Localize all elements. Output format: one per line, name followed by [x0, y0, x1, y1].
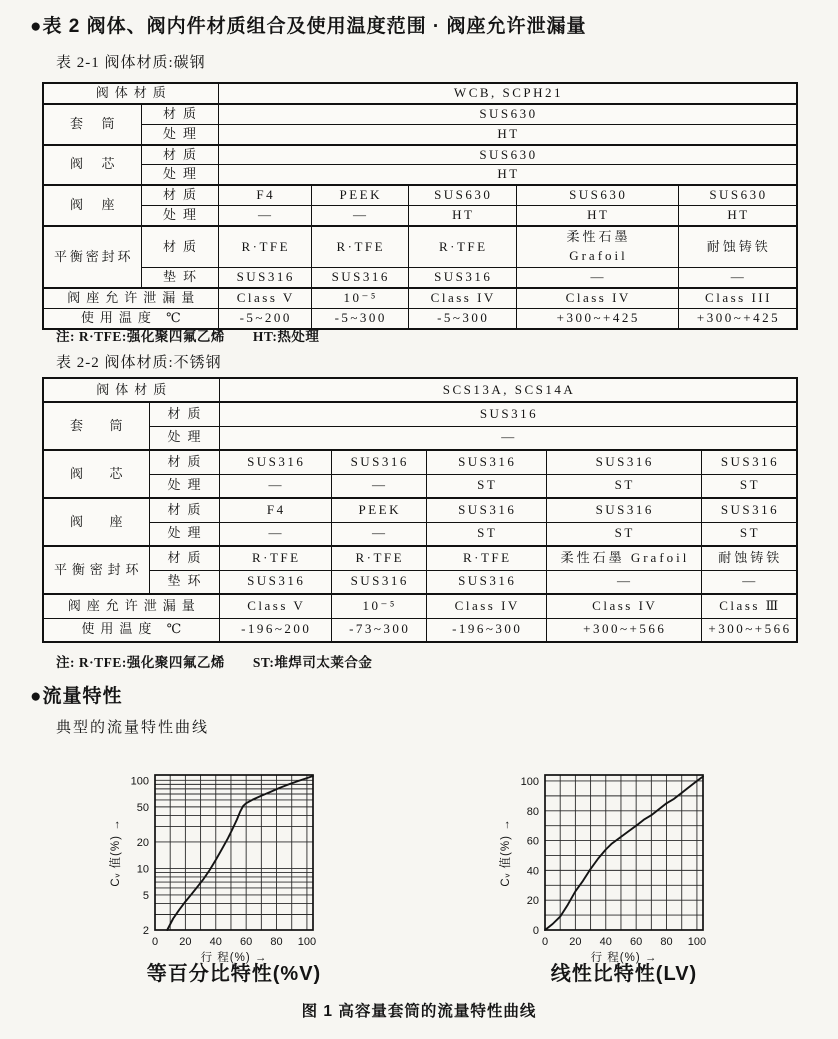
plot-border [155, 775, 313, 930]
table-cell: SUS316 [426, 570, 546, 594]
x-axis-label: 行 程(%) → [590, 952, 658, 964]
table-cell: 材质 [149, 546, 219, 570]
table-cell: — [311, 206, 408, 226]
table-cell: SUS630 [408, 185, 516, 205]
table-cell: 平衡密封环 [43, 226, 141, 288]
y-tick-label: 100 [520, 775, 539, 788]
equal-percentage-flow-chart [105, 765, 340, 965]
table-cell: 阀座 [43, 498, 149, 546]
x-tick-label: 100 [297, 936, 317, 948]
table-cell: 材质 [141, 226, 218, 268]
table-cell: SUS316 [219, 570, 331, 594]
linear-flow-chart [495, 765, 730, 965]
table-cell: Class IV [426, 594, 546, 618]
table-cell: 阀座允许泄漏量 [43, 288, 218, 308]
table-cell: 10⁻⁵ [311, 288, 408, 308]
page-title: ●表 2 阀体、阀内件材质组合及使用温度范围 · 阀座允许泄漏量 [30, 16, 587, 37]
table-cell: Class IV [516, 288, 678, 308]
table-cell: -5~200 [218, 309, 311, 329]
table-cell: R·TFE [219, 546, 331, 570]
table-cell: 柔性石墨 Grafoil [546, 546, 701, 570]
table-cell: +300~+425 [516, 309, 678, 329]
table-2-1-note: 注: R·TFE:强化聚四氟乙烯 HT:热处理 [56, 329, 320, 344]
table-cell: R·TFE [218, 226, 311, 268]
table-cell: 材质 [141, 145, 218, 165]
table-cell: HT [516, 206, 678, 226]
table-cell: 柔性石墨 Grafoil [516, 226, 678, 268]
equal-percentage-chart-caption: 等百分比特性(%V) [146, 963, 322, 985]
table-cell: — [516, 268, 678, 288]
table-cell: Class V [218, 288, 311, 308]
x-tick-label: 80 [270, 936, 283, 948]
table-cell: HT [218, 165, 797, 185]
table-cell: Class Ⅲ [701, 594, 797, 618]
table-cell: 材质 [149, 450, 219, 474]
table-cell: Class III [678, 288, 797, 308]
table-cell: HT [218, 124, 797, 144]
table-cell: 材质 [141, 185, 218, 205]
x-tick-label: 0 [541, 936, 549, 948]
x-axis-label: 行 程(%) → [200, 952, 268, 964]
y-tick-label: 5 [142, 889, 149, 902]
y-tick-label: 10 [136, 863, 149, 876]
table-cell: WCB, SCPH21 [218, 83, 797, 104]
y-tick-label: 20 [136, 836, 149, 849]
table-cell: 阀座允许泄漏量 [43, 594, 219, 618]
table-cell: R·TFE [311, 226, 408, 268]
table-2-2-caption: 表 2-2 阀体材质:不锈钢 [56, 355, 222, 371]
table-cell: 阀体材质 [43, 83, 218, 104]
table-cell: -5~300 [408, 309, 516, 329]
table-cell: PEEK [331, 498, 426, 522]
table-cell: R·TFE [426, 546, 546, 570]
table-cell: SUS316 [219, 402, 797, 426]
y-tick-label: 100 [130, 775, 149, 788]
curve-line [167, 776, 313, 930]
table-cell: SUS316 [331, 570, 426, 594]
x-tick-label: 20 [179, 936, 192, 948]
x-tick-label: 40 [599, 936, 612, 948]
table-cell: -5~300 [311, 309, 408, 329]
flow-subtitle: 典型的流量特性曲线 [56, 720, 210, 736]
table-cell: 材质 [141, 104, 218, 124]
figure-caption: 图 1 高容量套筒的流量特性曲线 [301, 1003, 537, 1020]
table-cell: 处理 [141, 206, 218, 226]
x-tick-label: 80 [660, 936, 673, 948]
table-cell: HT [678, 206, 797, 226]
plot-border [545, 775, 703, 930]
x-tick-label: 60 [240, 936, 253, 948]
table-cell: R·TFE [331, 546, 426, 570]
table-cell: SUS316 [331, 450, 426, 474]
material-table-stainless-steel [42, 377, 798, 643]
table-cell: 处理 [149, 522, 219, 546]
curve-line [545, 777, 703, 931]
table-cell: — [331, 522, 426, 546]
table-cell: 套筒 [43, 402, 149, 450]
table-cell: SUS316 [219, 450, 331, 474]
table-cell: F4 [219, 498, 331, 522]
table-cell: SUS630 [516, 185, 678, 205]
table-cell: SUS316 [408, 268, 516, 288]
table-cell: 垫环 [141, 268, 218, 288]
y-tick-label: 40 [526, 865, 539, 878]
y-tick-label: 20 [526, 895, 539, 908]
table-cell: HT [408, 206, 516, 226]
y-tick-label: 2 [142, 925, 149, 937]
table-cell: 阀座 [43, 185, 141, 226]
table-2-1-caption: 表 2-1 阀体材质:碳钢 [56, 55, 206, 71]
table-cell: -196~300 [426, 618, 546, 642]
table-cell: SCS13A, SCS14A [219, 378, 797, 402]
table-cell: Class V [219, 594, 331, 618]
table-cell: 阀芯 [43, 450, 149, 498]
table-cell: — [219, 522, 331, 546]
material-table-carbon-steel [42, 82, 798, 330]
table-cell: ST [546, 474, 701, 498]
table-cell: 处理 [149, 474, 219, 498]
table-cell: 耐蚀铸铁 [701, 546, 797, 570]
table-cell: — [218, 206, 311, 226]
table-cell: SUS316 [426, 450, 546, 474]
table-cell: 垫环 [149, 570, 219, 594]
table-cell: 10⁻⁵ [331, 594, 426, 618]
table-cell: F4 [218, 185, 311, 205]
x-tick-label: 100 [687, 936, 707, 948]
table-cell: 耐蚀铸铁 [678, 226, 797, 268]
y-tick-label: 0 [532, 925, 539, 937]
y-axis-label: Cᵥ 值(%) → [500, 818, 512, 887]
table-cell: SUS630 [678, 185, 797, 205]
table-cell: — [219, 474, 331, 498]
table-cell: SUS630 [218, 145, 797, 165]
table-cell: -73~300 [331, 618, 426, 642]
table-cell: 阀体材质 [43, 378, 219, 402]
table-cell: 处理 [141, 124, 218, 144]
table-cell: — [331, 474, 426, 498]
table-cell: ST [426, 474, 546, 498]
table-cell: 使用温度 ℃ [43, 309, 218, 329]
table-cell: 阀芯 [43, 145, 141, 186]
table-cell: ST [426, 522, 546, 546]
table-cell: SUS630 [218, 104, 797, 124]
table-cell: Class IV [546, 594, 701, 618]
table-cell: +300~+566 [701, 618, 797, 642]
x-tick-label: 40 [209, 936, 222, 948]
y-tick-label: 80 [526, 805, 539, 818]
table-cell: — [219, 426, 797, 450]
table-cell: SUS316 [546, 498, 701, 522]
table-cell: ST [701, 474, 797, 498]
table-cell: 平衡密封环 [43, 546, 149, 594]
y-axis-label: Cᵥ 值(%) → [110, 818, 122, 887]
table-cell: 处理 [141, 165, 218, 185]
linear-chart-caption: 线性比特性(LV) [550, 963, 698, 985]
table-cell: +300~+425 [678, 309, 797, 329]
x-tick-label: 60 [630, 936, 643, 948]
table-cell: SUS316 [426, 498, 546, 522]
table-cell: -196~200 [219, 618, 331, 642]
table-cell: — [701, 570, 797, 594]
table-cell: SUS316 [311, 268, 408, 288]
y-tick-label: 50 [136, 801, 149, 814]
table-cell: 处理 [149, 426, 219, 450]
table-cell: 材质 [149, 402, 219, 426]
flow-section-title: ●流量特性 [30, 686, 123, 707]
table-cell: 材质 [149, 498, 219, 522]
y-tick-label: 60 [526, 835, 539, 848]
table-cell: +300~+566 [546, 618, 701, 642]
table-cell: R·TFE [408, 226, 516, 268]
table-cell: PEEK [311, 185, 408, 205]
table-cell: — [546, 570, 701, 594]
table-cell: SUS316 [546, 450, 701, 474]
table-cell: ST [546, 522, 701, 546]
table-cell: SUS316 [701, 450, 797, 474]
table-cell: ST [701, 522, 797, 546]
table-cell: 使用温度 ℃ [43, 618, 219, 642]
x-tick-label: 0 [151, 936, 159, 948]
table-cell: SUS316 [218, 268, 311, 288]
x-tick-label: 20 [569, 936, 582, 948]
table-2-2-note: 注: R·TFE:强化聚四氟乙烯 ST:堆焊司太莱合金 [56, 655, 373, 670]
table-cell: 套筒 [43, 104, 141, 145]
table-cell: SUS316 [701, 498, 797, 522]
table-cell: — [678, 268, 797, 288]
table-cell: Class IV [408, 288, 516, 308]
